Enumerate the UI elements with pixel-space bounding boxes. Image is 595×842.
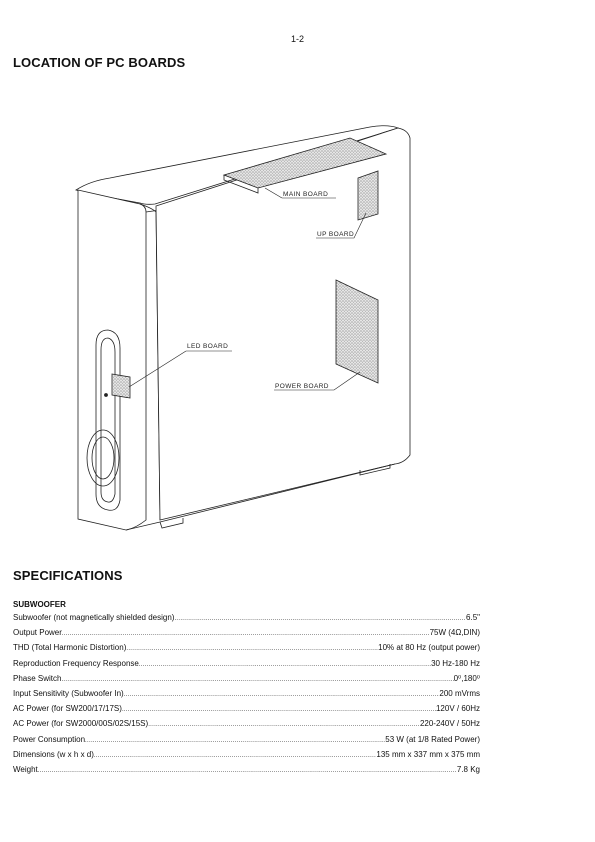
up-board-label: UP BOARD: [317, 231, 355, 238]
main-board-label: MAIN BOARD: [283, 191, 329, 198]
spec-row-power-consumption: Power Consumption ..... 53 W (at 1/8 Rated Power): [13, 735, 480, 750]
spec-list: [13, 613, 480, 780]
spec-row-subwoofer: Subwoofer (not magnetically shielded design) ..... 6.5": [13, 613, 480, 628]
spec-row-thd: THD (Total Harmonic Distortion) ..... 10% at 80 Hz (output power): [13, 643, 480, 658]
led-board-label: LED BOARD: [187, 343, 229, 350]
led-board: [112, 374, 130, 398]
spec-group-title: SUBWOOFER: [13, 600, 66, 609]
spec-row-input-sensitivity: Input Sensitivity (Subwoofer In) ..... 200 mVrms: [13, 689, 480, 704]
spec-row-frequency-response: Reproduction Frequency Response ..... 30 Hz-180 Hz: [13, 659, 480, 674]
spec-row-phase-switch: Phase Switch ..... 0⁰,180⁰: [13, 674, 480, 689]
page-number: 1-2: [290, 34, 304, 44]
up-board: [358, 171, 378, 220]
power-board-label: POWER BOARD: [275, 383, 329, 390]
cabinet-front-face: [78, 190, 146, 530]
section-title-specifications: SPECIFICATIONS: [13, 568, 123, 583]
spec-row-output-power: Output Power ..... 75W (4Ω,DIN): [13, 628, 480, 643]
section-title-pc-boards: LOCATION OF PC BOARDS: [13, 55, 186, 70]
spec-row-ac-power-eu: AC Power (for SW2000/00S/02S/15S) ..... 220-240V / 50Hz: [13, 719, 480, 734]
spec-row-weight: Weight ..... 7.8 Kg: [13, 765, 480, 780]
spec-row-ac-power-us: AC Power (for SW200/17/17S) ..... 120V / 60Hz: [13, 704, 480, 719]
spec-row-dimensions: Dimensions (w x h x d) ..... 135 mm x 337 mm x 375 mm: [13, 750, 480, 765]
